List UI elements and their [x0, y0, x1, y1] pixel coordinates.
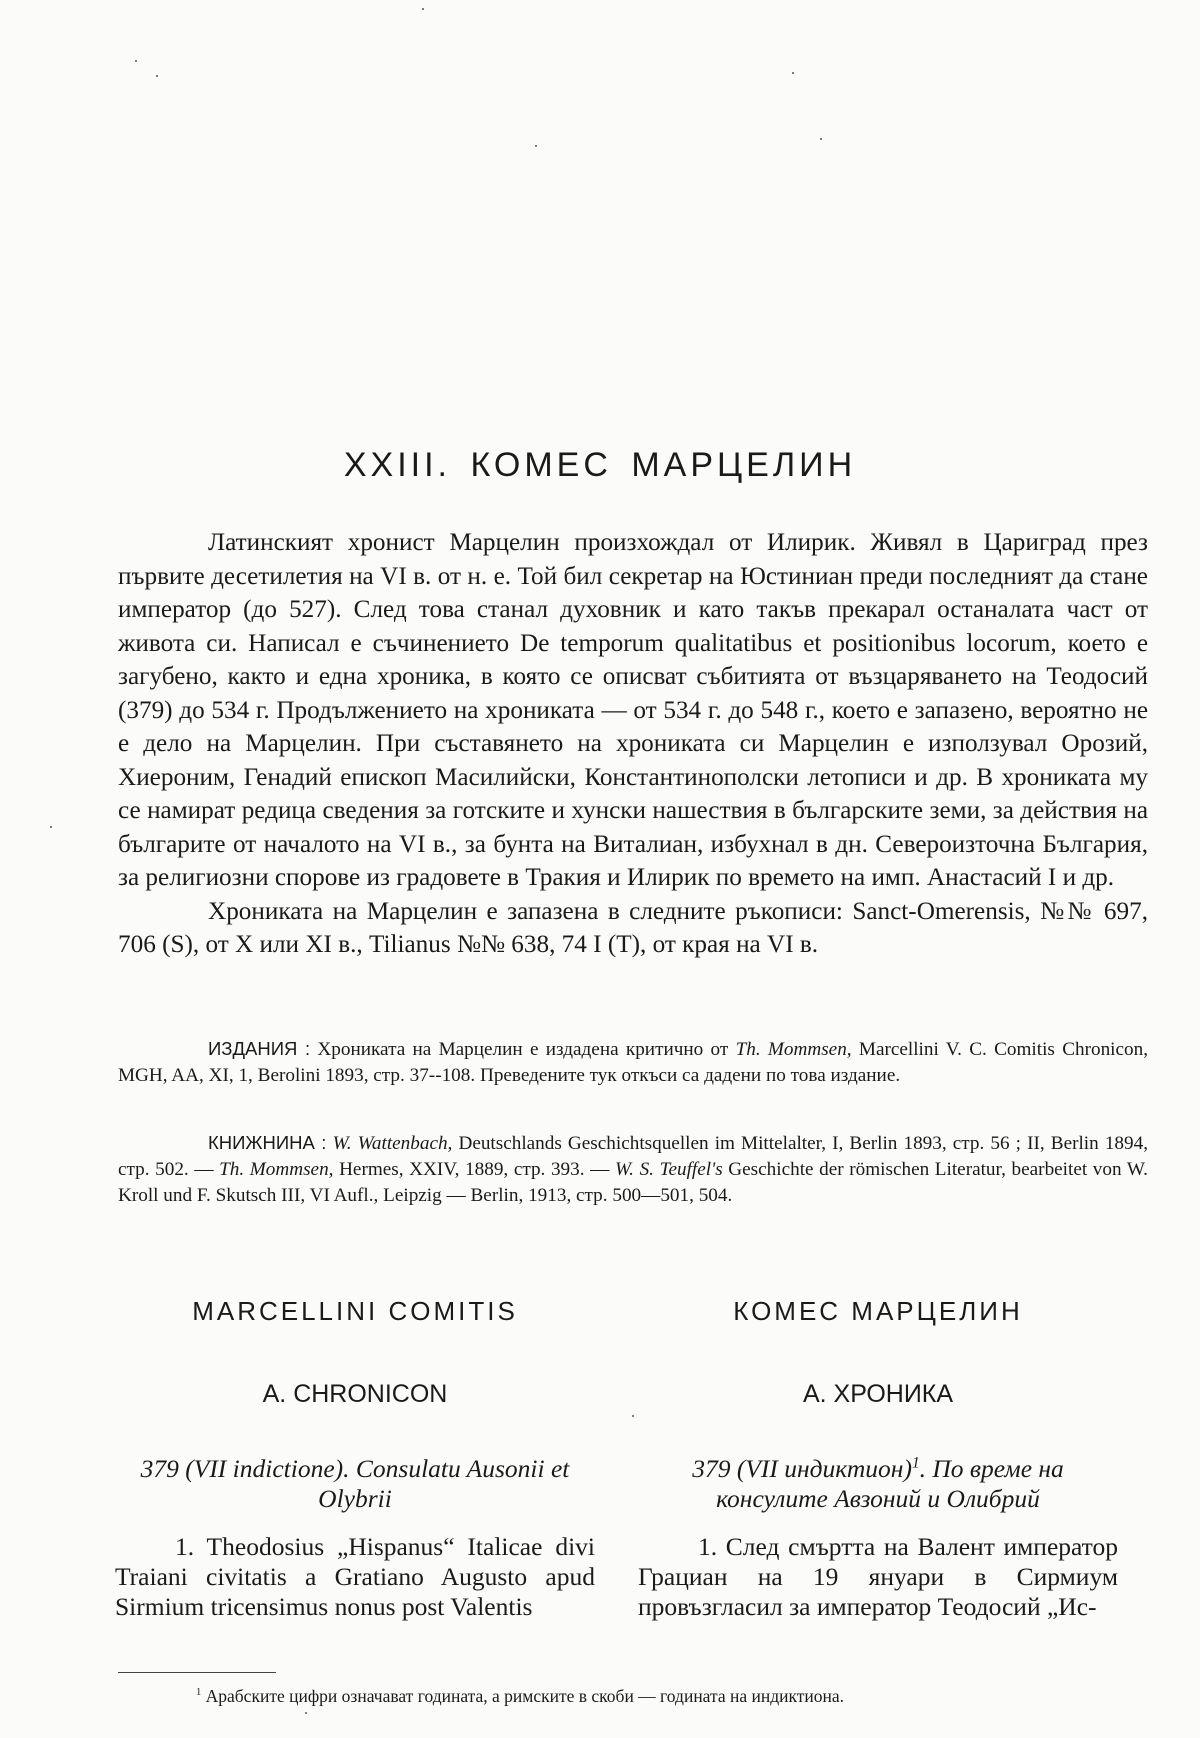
editions-note	[118, 1036, 1148, 1089]
bulgarian-column	[638, 1296, 1118, 1621]
bulgarian-column-subtitle: А. ХРОНИКА	[802, 1380, 954, 1408]
latin-entry-heading: 379 (VII indictione). Consulatu Ausonii et Olybrii	[140, 1454, 570, 1513]
literature-label: КНИЖНИНА :	[208, 1132, 327, 1153]
intro-paragraph-2: Хрониката на Марцелин е запазена в следните ръкописи: Sanct-Omerensis, №№ 697, 706 (S), от X или XI в., Tilianus №№ 638, 74 I (T), от края на VI в.	[118, 897, 1148, 958]
editions-label: ИЗДАНИЯ :	[208, 1038, 311, 1059]
footnote-mark: 1	[196, 1687, 202, 1699]
bulgarian-heading-end: . По време на консулите Авзоний и Олибрий	[716, 1454, 1064, 1513]
literature-author-3: W. S. Teuffel's	[614, 1159, 723, 1180]
literature-author-2: Th. Mommsen,	[219, 1159, 334, 1180]
bulgarian-column-title: КОМЕС МАРЦЕЛИН	[733, 1296, 1023, 1326]
literature-author-1: W. Wattenbach,	[332, 1133, 453, 1154]
footnote-divider	[118, 1672, 276, 1673]
footnote-reference: 1	[911, 1454, 920, 1472]
latin-column-title: MARCELLINI COMITIS	[192, 1296, 518, 1326]
introduction	[118, 526, 1148, 962]
latin-column-subtitle: A. CHRONICON	[262, 1380, 448, 1408]
editions-text-after: Marcellini V. C. Comitis Chronicon, MGH, AA, XI, 1, Berolini 1893, стр. 37--108. Преведените тук откъси са дадени по това издание.	[118, 1039, 1148, 1086]
literature-note	[118, 1130, 1148, 1209]
footnote	[196, 1686, 1156, 1707]
bulgarian-entry-text: 1. След смъртта на Валент император Грациан на 19 януари в Сирмиум провъзгласил за император Теодосий „Ис-	[638, 1532, 1118, 1621]
bulgarian-heading-start: 379 (VII индиктион)	[692, 1454, 912, 1483]
literature-text-3: Geschichte der römischen Literatur, bearbeitet von W. Kroll und F. Skutsch III, VI Aufl., Leipzig — Berlin, 1913, стр. 500—501, 504.	[118, 1159, 1148, 1206]
footnote-text: Арабските цифри означават годината, а римските в скоби — годината на индиктиона.	[201, 1686, 845, 1706]
editions-text-before: Хрониката на Марцелин е издадена критично от	[310, 1039, 736, 1060]
chapter-title: XXIII. КОМЕС МАРЦЕЛИН	[343, 446, 857, 484]
latin-entry-text: 1. Theodosius „Hispanus“ Italicae divi Traiani civitatis a Gratiano Augusto apud Sirmium tricensimus nonus post Valentis	[115, 1532, 595, 1621]
literature-text-2: Hermes, XXIV, 1889, стр. 393. —	[333, 1159, 615, 1180]
editions-author: Th. Mommsen,	[735, 1039, 852, 1060]
latin-column	[115, 1296, 595, 1621]
literature-text-1: Deutschlands Geschichtsquellen im Mittelalter, I, Berlin 1893, стр. 56 ; II, Berlin 1894, стр. 502. —	[118, 1133, 1148, 1180]
intro-paragraph-1: Латинският хронист Марцелин произхождал от Илирик. Живял в Цариград през първите десетилетия на VI в. от н. е. Той бил секретар на Юстиниан преди последният да стане император (до 527). След това станал духовник и като такъв прекарал останалата част от живота си. Написал е съчинението De temporum qualitatibus et positionibus locorum, което е загубено, както и една хроника, в която се описват събитията от възцаряването на Теодосий (379) до 534 г. Продължението на хрониката — от 534 г. до 548 г., което е запазено, вероятно не е дело на Марцелин. При съставянето на хрониката си Марцелин е използувал Орозий, Хиероним, Генадий епископ Масилийски, Константинополски летописи и др. В хрониката му се намират редица сведения за готските и хунски нашествия в българските земи, за действия на българите от началото на VI в., за бунта на Виталиан, избухнал в дн. Североизточна България, за религиозни спорове из градовете в Тракия и Илирик по времето на имп. Анастасий I и др.	[118, 529, 1148, 891]
bulgarian-entry-heading	[638, 1454, 1118, 1514]
